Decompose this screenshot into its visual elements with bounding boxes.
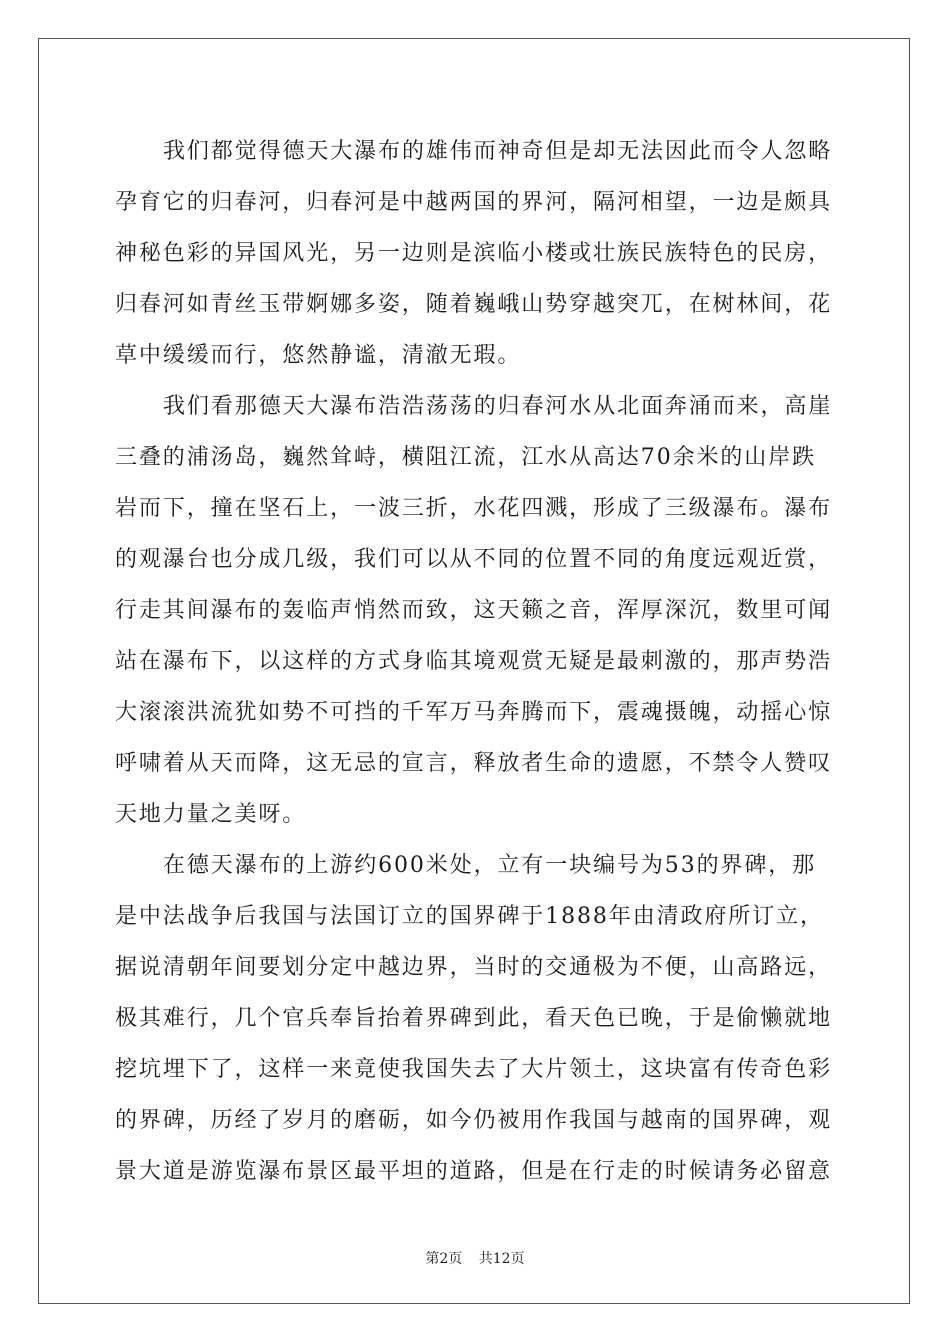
document-body <box>115 126 835 1197</box>
text-line: 挖坑埋下了，这样一来竟使我国失去了大片领土，这块富有传奇色彩 <box>115 1057 833 1082</box>
text-line: 据说清朝年间要划分定中越边界，当时的交通极为不便，山高路远， <box>115 955 833 980</box>
text-line: 呼啸着从天而降，这无忌的宣言，释放者生命的遗愿，不禁令人赞叹 <box>115 751 833 776</box>
text-line: 我们都觉得德天大瀑布的雄伟而神奇但是却无法因此而令人忽略 <box>163 139 833 164</box>
text-line: 草中缓缓而行，悠然静谧，清澈无瑕。 <box>115 343 522 368</box>
text-line: 的观瀑台也分成几级，我们可以从不同的位置不同的角度远观近赏， <box>115 547 833 572</box>
text-line: 的界碑，历经了岁月的磨砺，如今仍被用作我国与越南的国界碑，观 <box>115 1108 833 1133</box>
text-line: 行走其间瀑布的轰临声悄然而致，这天籁之音，浑厚深沉，数里可闻 <box>115 598 833 623</box>
current-page-label: 第2页 <box>425 1251 463 1267</box>
paragraph-3 <box>115 840 835 1197</box>
text-line: 孕育它的归春河，归春河是中越两国的界河，隔河相望，一边是颇具 <box>115 190 833 215</box>
text-line: 站在瀑布下，以这样的方式身临其境观赏无疑是最刺激的，那声势浩 <box>115 649 833 674</box>
text-line: 三叠的浦汤岛，巍然耸峙，横阻江流，江水从高达70余米的山岸跌 <box>115 445 816 470</box>
text-line: 景大道是游览瀑布景区最平坦的道路，但是在行走的时候请务必留意 <box>115 1159 833 1184</box>
text-line: 我们看那德天大瀑布浩浩荡荡的归春河水从北面奔涌而来，高崖 <box>163 394 833 419</box>
paragraph-1 <box>115 126 835 381</box>
text-line: 神秘色彩的异国风光，另一边则是滨临小楼或壮族民族特色的民房， <box>115 241 833 266</box>
text-line: 在德天瀑布的上游约600米处，立有一块编号为53的界碑，那 <box>163 853 817 878</box>
total-pages-label: 共12页 <box>478 1251 525 1267</box>
text-line: 大滚滚洪流犹如势不可挡的千军万马奔腾而下，震魂摄魄，动摇心惊 <box>115 700 833 725</box>
text-line: 归春河如青丝玉带婀娜多姿，随着巍峨山势穿越突兀，在树林间，花 <box>115 292 833 317</box>
text-line: 极其难行，几个官兵奉旨抬着界碑到此，看天色已晚，于是偷懒就地 <box>115 1006 833 1031</box>
text-line: 天地力量之美呀。 <box>115 802 307 827</box>
text-line: 岩而下，撞在坚石上，一波三折，水花四溅，形成了三级瀑布。瀑布 <box>115 496 833 521</box>
page-footer <box>0 1248 950 1268</box>
paragraph-2 <box>115 381 835 840</box>
text-line: 是中法战争后我国与法国订立的国界碑于1888年由清政府所订立， <box>115 904 824 929</box>
